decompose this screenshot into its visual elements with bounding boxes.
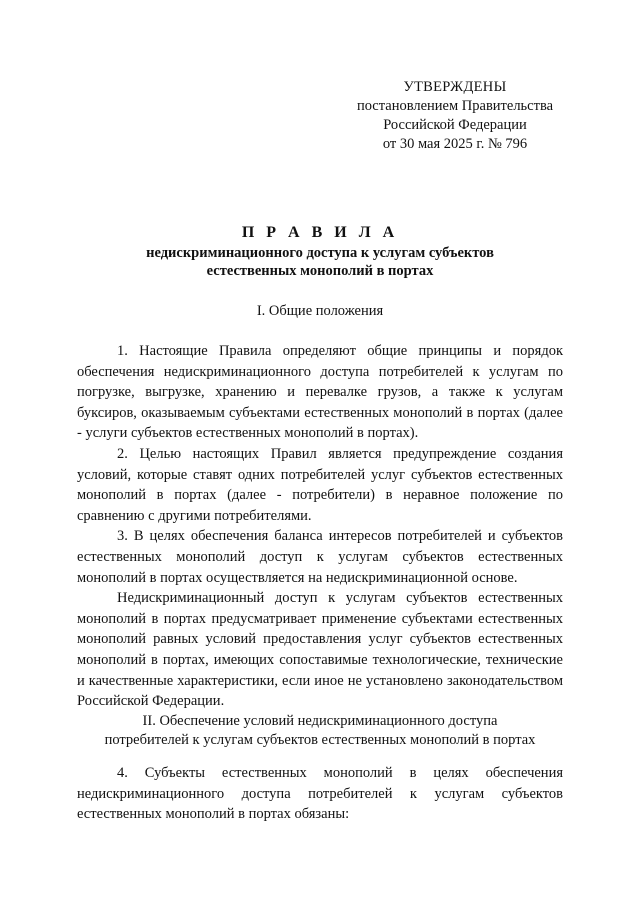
section-1-body — [77, 341, 563, 712]
document-subtitle — [100, 244, 540, 280]
section-2-body — [77, 763, 563, 825]
paragraph: Недискриминационный доступ к услугам субъектов естественных монополий в портах предусматривает применение субъектами естественных монополий равных условий предоставления услуг субъектов естественных монополий в портах, имеющих сопоставимые технологические, технические и качественные характеристики, если иное не установлено законодательством Российской Федерации. — [77, 590, 563, 710]
subtitle-line: недискриминационного доступа к услугам субъектов — [146, 245, 494, 261]
section-heading — [60, 712, 580, 750]
approval-line: Российской Федерации — [383, 117, 527, 133]
paragraph: 4. Субъекты естественных монополий в целях обеспечения недискриминационного доступа потребителей к услугам субъектов естественных монополий в портах обязаны: — [77, 765, 563, 823]
approval-line: от 30 мая 2025 г. № 796 — [382, 136, 528, 152]
subtitle-line: естественных монополий в портах — [206, 263, 434, 279]
section-heading-line: II. Обеспечение условий недискриминационного доступа — [142, 713, 498, 729]
paragraph: 1. Настоящие Правила определяют общие принципы и порядок обеспечения недискриминационного доступа потребителей к услугам по погрузке, выгрузке, хранению и перевалке грузов, а также к услугам буксиров, оказываемым субъектами естественных монополий в портах (далее - услуги субъектов естественных монополий в портах). — [77, 343, 563, 442]
approval-block — [340, 78, 570, 154]
document-title: П Р А В И Л А — [241, 224, 399, 241]
paragraph: 3. В целях обеспечения баланса интересов потребителей и субъектов естественных монополий доступ к услугам субъектов естественных монополий в портах осуществляется на недискриминационной основе. — [77, 528, 563, 586]
paragraph: 2. Целью настоящих Правил является предупреждение создания условий, которые ставят одних потребителей услуг субъектов естественных монополий в портах (далее - потребители) в неравное положение по сравнению с другими потребителями. — [77, 445, 563, 524]
section-heading: I. Общие положения — [256, 303, 384, 319]
approval-stamp: УТВЕРЖДЕНЫ — [403, 79, 507, 95]
section-heading-line: потребителей к услугам субъектов естественных монополий в портах — [104, 732, 536, 748]
approval-line: постановлением Правительства — [356, 98, 554, 114]
